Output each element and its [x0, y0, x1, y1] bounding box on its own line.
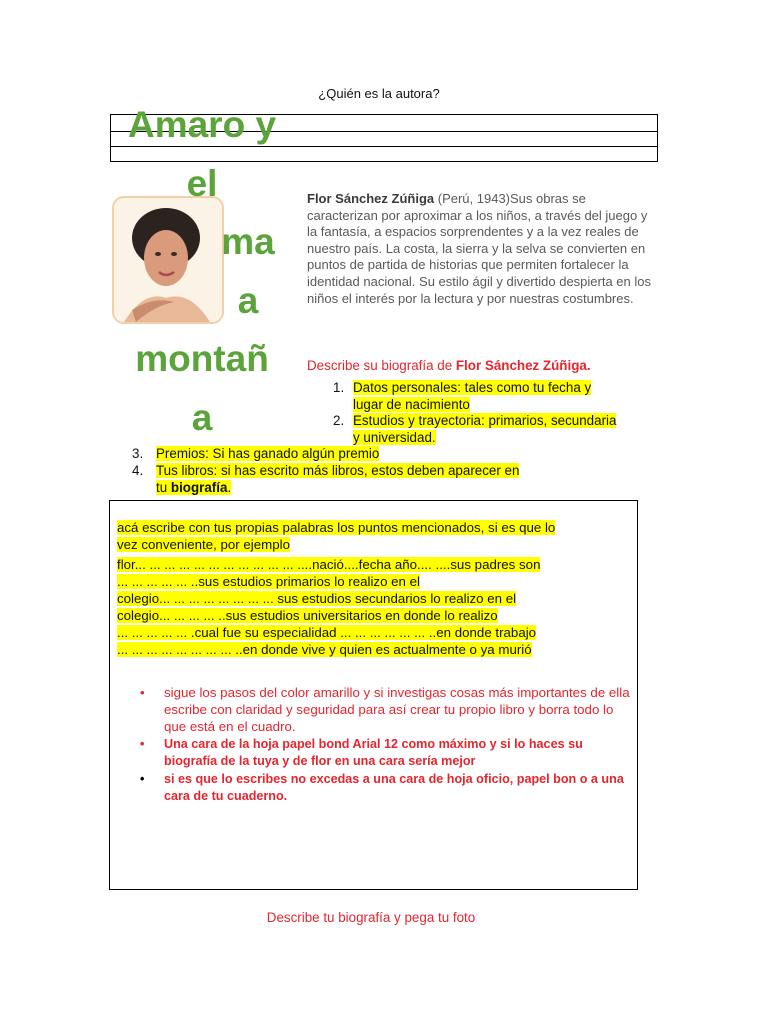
author-name: Flor Sánchez Zúñiga	[307, 191, 435, 206]
list-number: 1.	[333, 380, 345, 395]
author-origin: (Perú, 1943)	[434, 191, 510, 206]
writing-box-content	[117, 519, 632, 658]
describe-author-name: Flor Sánchez Zúñiga.	[455, 358, 591, 373]
list-item-1	[333, 379, 592, 413]
template-line: ... ... ... ... ... .cual fue su especialidad ... ... ... ... ... ... ..en donde trabajo	[117, 625, 537, 640]
list-number: 2.	[333, 413, 345, 428]
list-item-2	[333, 412, 617, 446]
book-title-line: a	[191, 396, 213, 438]
instruction-bullets	[140, 684, 630, 805]
list-text-bold: biografía	[170, 480, 228, 495]
book-title-line: Amaro y	[127, 104, 277, 145]
box-intro: acá escribe con tus propias palabras los puntos mencionados, si es que lo	[117, 520, 556, 535]
list-text: Datos personales: tales como tu fecha y	[353, 380, 592, 395]
template-line: colegio... ... ... ... ... ... ... ... sus estudios secundarios lo realizo en el	[117, 591, 517, 606]
book-title-line: el	[186, 162, 218, 204]
question-heading: ¿Quién es la autora?	[318, 86, 440, 101]
footer-instruction: Describe tu biografía y pega tu foto	[266, 910, 476, 925]
list-item-4	[132, 462, 520, 496]
list-text: y universidad.	[353, 430, 436, 445]
bullet-dot: •	[140, 772, 145, 786]
bullet-item	[140, 736, 630, 770]
book-title	[112, 96, 292, 447]
template-line: ... ... ... ... ... ..sus estudios primarios lo realizo en el	[117, 574, 420, 589]
bullet-item	[140, 771, 630, 805]
list-text: Estudios y trayectoria: primarios, secundaria	[353, 413, 617, 428]
book-title-line: ma	[221, 221, 275, 262]
list-text: Premios: Si has ganado algún premio	[156, 446, 380, 461]
author-bio	[307, 191, 659, 307]
list-text: .	[227, 480, 232, 495]
bullet-text: sigue los pasos del color amarillo y si investigas cosas más importantes de ella escribe con claridad y seguridad para así crear tu propio libro y borra todo lo que está en el cuadro.	[164, 685, 630, 734]
template-line: ... ... ... ... ... ... ... ... ..en donde vive y quien es actualmente o ya murió	[117, 642, 532, 657]
list-text: lugar de nacimiento	[353, 397, 470, 412]
bullet-dot: •	[140, 685, 145, 700]
describe-instruction	[307, 358, 591, 373]
list-item-3	[132, 445, 380, 462]
book-title-line: montañ	[135, 338, 269, 379]
describe-prefix: Describe su biografía de	[307, 358, 456, 373]
list-number: 3.	[132, 446, 144, 461]
list-text: Tus libros: si has escrito más libros, estos deben aparecer en	[156, 463, 520, 478]
author-bio-text: Sus obras se caracterizan por aproximar a los niños, a través del juego y la fantasía, a espacios sorprendentes y a la vez reales de nuestro país. La costa, la sierra y la selva se convierten en puntos de partida de historias que permiten fortalecer la identidad nacional. Su estilo ágil y divertido despierta en los niños el interés por la lectura y por nuestras costumbres.	[307, 191, 651, 306]
bullet-item	[140, 684, 630, 735]
template-line: flor... ... ... ... ... ... ... ... ... ... ... ....nació....fecha año.... ....sus padres son	[117, 557, 541, 572]
bullet-text: si es que lo escribes no excedas a una cara de hoja oficio, papel bon o a una cara de tu cuaderno.	[164, 772, 624, 803]
box-intro: vez conveniente, por ejemplo	[117, 537, 290, 552]
book-title-line: a	[237, 279, 259, 321]
list-text: tu	[156, 480, 171, 495]
bullet-text: Una cara de la hoja papel bond Arial 12 como máximo y si lo haces su biografía de la tuya y de flor en una cara sería mejor	[164, 737, 583, 768]
template-line: colegio... ... ... ... ..sus estudios universitarios en donde lo realizo	[117, 608, 498, 623]
list-number: 4.	[132, 463, 144, 478]
bullet-dot: •	[140, 737, 145, 751]
